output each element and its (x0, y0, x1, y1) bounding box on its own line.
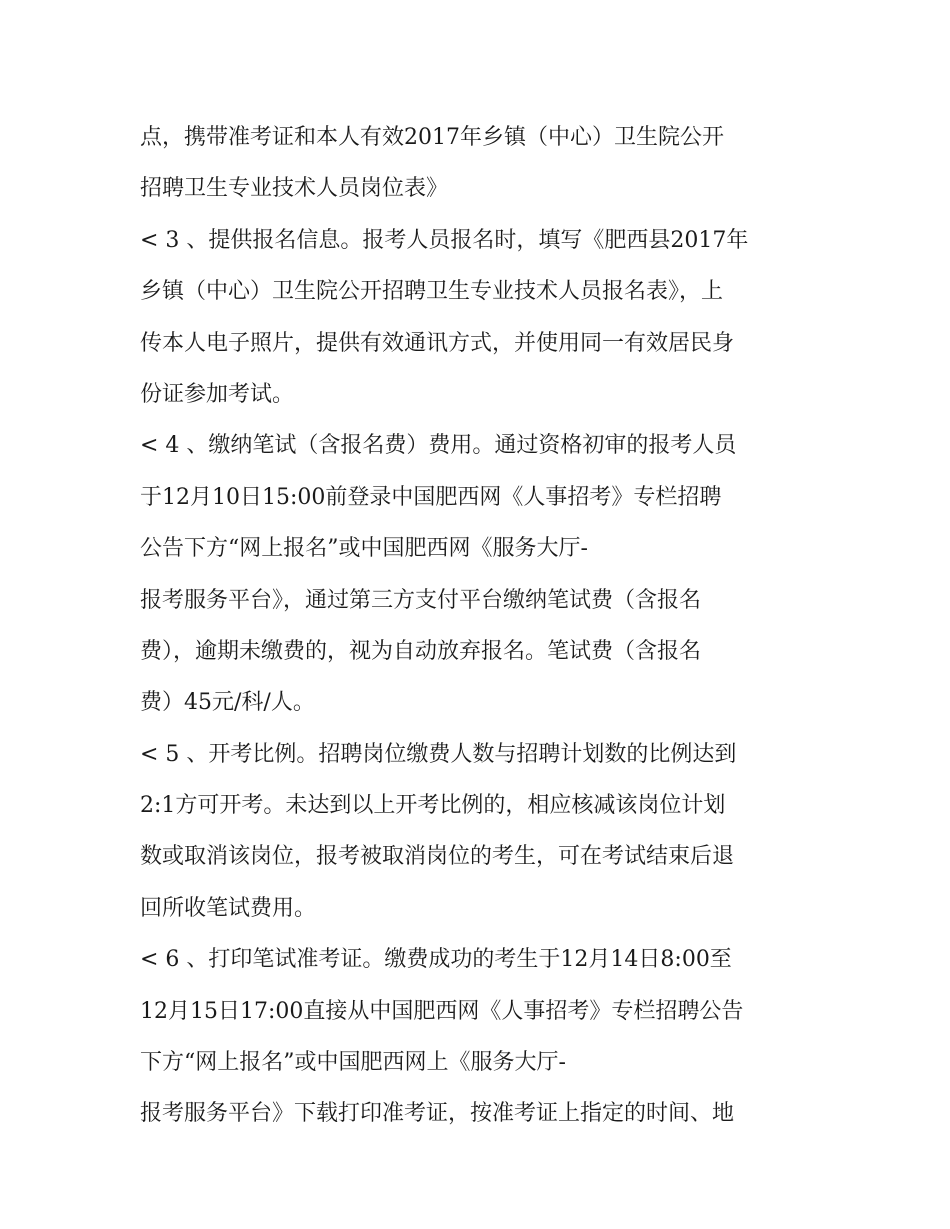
document-body (140, 112, 830, 1140)
text-line: 回所收笔试费用。 (140, 895, 317, 921)
text-line: 点，携带准考证和本人有效2017年乡镇（中心）卫生院公开 (140, 125, 724, 150)
text-line: 报考服务平台》下载打印准考证，按准考证上指定的时间、地 (140, 1101, 735, 1127)
text-line: 费），逾期未缴费的，视为自动放弃报名。笔试费（含报名 (140, 638, 702, 664)
text-line: 于12月10日15:00前登录中国肥西网《人事招考》专栏招聘 (140, 484, 722, 510)
text-line: < 5 、开考比例。招聘岗位缴费人数与招聘计划数的比例达到 (140, 741, 737, 767)
text-line: < 3 、提供报名信息。报考人员报名时，填写《肥西县2017年 (140, 227, 749, 253)
text-line: 12月15日17:00直接从中国肥西网《人事招考》专栏招聘公告 (140, 998, 744, 1024)
text-line: < 4 、缴纳笔试（含报名费）费用。通过资格初审的报考人员 (140, 433, 737, 459)
text-line: 费）45元/科/人。 (140, 690, 315, 716)
text-line: 2:1方可开考。未达到以上开考比例的，相应核减该岗位计划 (140, 793, 726, 819)
text-line: 份证参加考试。 (140, 381, 295, 407)
text-line: 数或取消该岗位，报考被取消岗位的考生，可在考试结束后退 (140, 844, 735, 870)
text-line: 下方“网上报名”或中国肥西网上《服务大厅- (140, 1050, 566, 1076)
text-line: 报考服务平台》，通过第三方支付平台缴纳笔试费（含报名 (140, 587, 702, 613)
text-line: 公告下方“网上报名”或中国肥西网《服务大厅- (140, 536, 588, 562)
text-line: < 6 、打印笔试准考证。缴费成功的考生于12月14日8:00至 (140, 947, 732, 973)
text-line: 招聘卫生专业技术人员岗位表》 (140, 176, 449, 202)
text-line: 乡镇（中心）卫生院公开招聘卫生专业技术人员报名表》，上 (140, 279, 724, 305)
text-line: 传本人电子照片，提供有效通讯方式，并使用同一有效居民身 (140, 330, 735, 356)
